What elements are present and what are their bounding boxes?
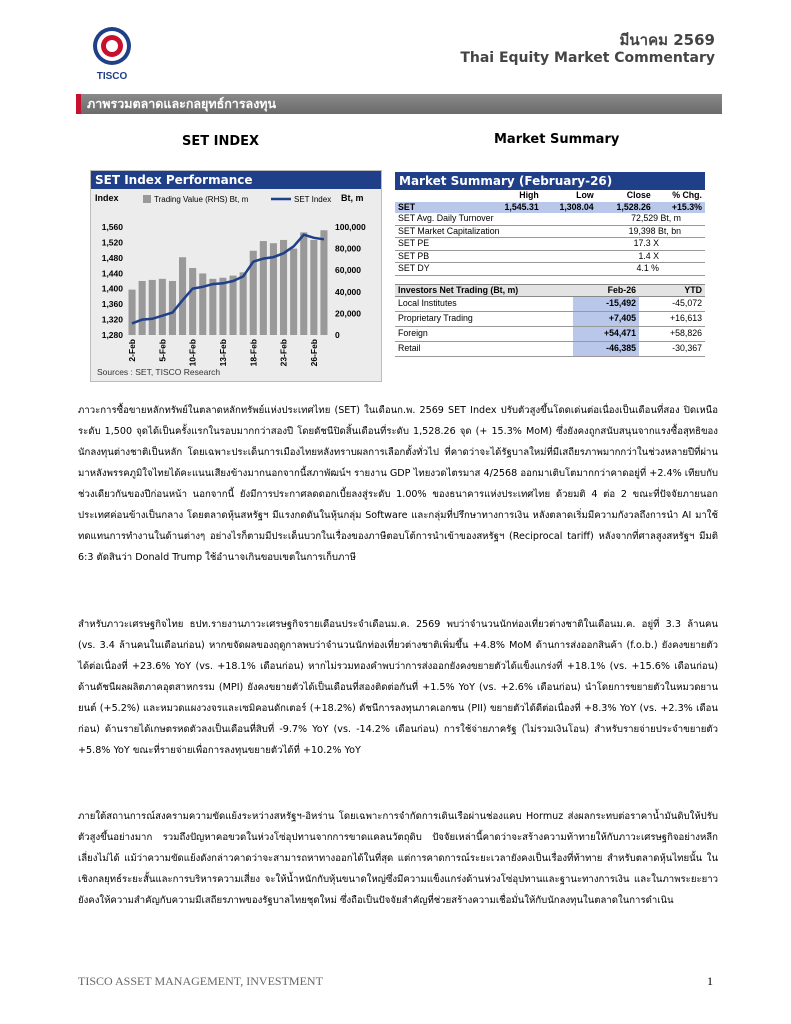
stat-label: SET Avg. Daily Turnover (395, 213, 542, 225)
left-column-title: SET INDEX (182, 134, 260, 149)
stat-value: 19,398 Bt, bn (597, 225, 705, 238)
left-tick-label: 1,480 (101, 252, 123, 263)
trading-value-bar (149, 280, 156, 335)
col-chg: % Chg. (672, 190, 702, 200)
col-high: High (519, 190, 539, 200)
page-number: 1 (707, 974, 713, 988)
investor-row (395, 342, 705, 357)
set-chg: +15.3% (654, 202, 705, 214)
investor-row (395, 312, 705, 327)
market-summary-panel (395, 172, 705, 357)
set-index-chart (90, 170, 382, 382)
stat-value: 1.4 X (597, 250, 705, 263)
set-low: 1,308.04 (542, 202, 597, 214)
trading-value-bar (129, 290, 136, 335)
footer-company: TISCO ASSET MANAGEMENT, INVESTMENT (78, 974, 323, 988)
stat-label: SET DY (395, 263, 542, 276)
investor-row (395, 327, 705, 342)
stat-label: SET Market Capitalization (395, 225, 542, 238)
stat-row (395, 263, 705, 276)
investor-ytd: +16,613 (639, 312, 705, 327)
trading-value-bar (189, 268, 196, 335)
report-month: มีนาคม 2569 (619, 31, 715, 49)
stat-value: 72,529 Bt, m (597, 213, 705, 225)
x-tick-label: 18-Feb (248, 339, 259, 367)
investor-month: -15,492 (573, 297, 639, 312)
trading-value-bar (139, 281, 146, 335)
investor-ytd: -45,072 (639, 297, 705, 312)
col-ytd: YTD (639, 284, 705, 297)
investor-month: +54,471 (573, 327, 639, 342)
stat-value: 17.3 X (597, 238, 705, 251)
x-tick-label: 26-Feb (308, 339, 319, 367)
left-tick-label: 1,400 (101, 283, 123, 294)
trading-value-bar (159, 279, 166, 335)
svg-text:TISCO: TISCO (96, 71, 128, 82)
left-tick-label: 1,280 (101, 330, 123, 340)
left-tick-label: 1,520 (101, 237, 123, 248)
trading-value-bar (310, 240, 317, 335)
investors-title: Investors Net Trading (Bt, m) (395, 284, 573, 297)
trading-value-bar (230, 276, 237, 335)
commentary-paragraph-3: ภายใต้สถานการณ์สงครามความขัดแย้งระหว่างสหรัฐฯ-อิหร่าน โดยเฉพาะการจำกัดการเดินเรือผ่านช่องแคบ Hormuz ส่งผลกระทบต่อราคาน้ำมันดิบให้ปรับตัวสูงขึ้นอย่างมาก รวมถึงปัญหาคอขวดในห่วงโซ่อุปทานจากการขาดแคลนวัตถุดิบ ปัจจัยเหล่านี้คาดว่าจะสร้างความท้าทายให้กับภาวะเศรษฐกิจอย่างหลีกเลี่ยงไม่ได้ แม้ว่าความขัดแย้งดังกล่าวคาดว่าจะสามารถหาทางออกได้ในที่สุด แต่การคาดการณ์ระยะเวลายังคงเป็นเรื่องที่ท้าทาย สำหรับตลาดหุ้นไทยนั้น ในเชิงกลยุทธ์ระยะสั้นและการบริหารความเสี่ยง จะให้น้ำหนักกับหุ้นขนาดใหญ่ซึ่งมีความแข็งแกร่งด้านห่วงโซ่อุปทานและฐานะทางการเงิน และในภาพระยะยาวยังคงให้ความสำคัญกับความมีเสถียรภาพของรัฐบาลไทยชุดใหม่ ซึ่งถือเป็นปัจจัยสำคัญที่ช่วยสร้างความเชื่อมั่นให้กับนักลงทุนในตลาดในการดำเนิน (78, 811, 718, 906)
legend-label-bars: Trading Value (RHS) Bt, m (154, 195, 249, 204)
trading-value-bar (300, 232, 307, 335)
x-tick-label: 13-Feb (217, 339, 228, 367)
col-close: Close (626, 190, 651, 200)
market-summary-table (395, 190, 705, 276)
set-high: 1,545.31 (449, 202, 542, 214)
right-tick-label: 0 (335, 330, 340, 340)
trading-value-bar (320, 230, 327, 335)
chart-plot (91, 189, 381, 379)
legend-swatch-bars (143, 195, 151, 203)
summary-header-row (395, 190, 705, 202)
col-low: Low (576, 190, 594, 200)
legend-label-line: SET Index (294, 195, 332, 204)
section-header (76, 94, 722, 114)
investor-label: Foreign (395, 327, 573, 342)
set-row (395, 202, 705, 214)
right-column-title: Market Summary (494, 132, 620, 147)
right-tick-label: 20,000 (335, 308, 361, 319)
x-tick-label: 2-Feb (127, 339, 138, 362)
tisco-logo (88, 24, 136, 84)
right-axis-label: Bt, m (341, 193, 364, 203)
report-title: Thai Equity Market Commentary (460, 50, 715, 66)
investor-row (395, 297, 705, 312)
right-tick-label: 80,000 (335, 243, 361, 254)
stat-label: SET PB (395, 250, 542, 263)
market-summary-title: Market Summary (February-26) (395, 172, 705, 190)
investor-month: -46,385 (573, 342, 639, 357)
trading-value-bar (290, 249, 297, 335)
right-tick-label: 60,000 (335, 265, 361, 276)
x-tick-label: 10-Feb (187, 339, 198, 367)
stat-row (395, 213, 705, 225)
left-tick-label: 1,440 (101, 268, 123, 279)
left-tick-label: 1,320 (101, 314, 123, 325)
trading-value-bar (209, 279, 216, 335)
x-tick-label: 23-Feb (278, 339, 289, 367)
investor-label: Proprietary Trading (395, 312, 573, 327)
investor-month: +7,405 (573, 312, 639, 327)
investors-header (395, 284, 705, 297)
stat-label: SET PE (395, 238, 542, 251)
left-tick-label: 1,560 (101, 222, 123, 232)
set-close: 1,528.26 (597, 202, 654, 214)
left-tick-label: 1,360 (101, 299, 123, 310)
left-axis-label: Index (95, 193, 119, 203)
commentary-paragraph-1: ภาวะการซื้อขายหลักทรัพย์ในตลาดหลักทรัพย์แห่งประเทศไทย (SET) ในเดือนก.พ. 2569 SET Index ปรับตัวสูงขึ้นโดดเด่นต่อเนื่องเป็นเดือนที่สอง ปิดเหนือระดับ 1,500 จุดได้เป็นครั้งแรกในรอบมากกว่าสองปี โดยดัชนีปิดสิ้นเดือนที่ระดับ 1,528.26 จุด (+ 15.3% MoM) ซึ่งยังคงถูกสนับสนุนจากแรงซื้อสุทธิของนักลงทุนต่างชาติเป็นหลัก โดยเฉพาะประเด็นการเมืองไทยหลังทราบผลการเลือกตั้งทั่วไป ที่คาดว่าจะได้รัฐบาลใหม่ที่มีเสถียรภาพมากกว่าในช่วงหลายปีที่ผ่านมาหลังพรรคภูมิใจไทยได้คะแนนเสียงข้างมากนอกจากนี้สภาพัฒน์ฯ รายงาน GDP ไทยงวดไตรมาส 4/2568 ออกมาเติบโตมากกว่าคาดอยู่ที่ +2.4% เทียบกับช่วงเดียวกันของปีก่อนหน้า นอกจากนี้ ยังมีการประกาศลดดอกเบี้ยลงสู่ระดับ 1.00% ของธนาคารแห่งประเทศไทย ด้วยมติ 4 ต่อ 2 ขณะที่ปัจจัยภายนอกประเทศค่อนข้างเป็นกลาง โดยตลาดหุ้นสหรัฐฯ มีแรงกดดันในหุ้นกลุ่ม Software และกลุ่มที่ปรึกษาทางการเงิน หลังตลาดเริ่มมีความกังวลถึงการนำ AI มาใช้ทดแทนการทำงานในด้านต่างๆ อย่างไรก็ตามมีประเด็นบวกในเรื่องของภาษีตอบโต้การนำเข้าของสหรัฐฯ (Reciprocal tariff) หลังจากที่ศาลสูงสหรัฐฯ มีมติ 6:3 ตัดสินว่า Donald Trump ใช้อำนาจเกินขอบเขตในการเก็บภาษี (78, 405, 718, 563)
stat-row (395, 225, 705, 238)
commentary-paragraph-2: สำหรับภาวะเศรษฐกิจไทย ธปท.รายงานภาวะเศรษฐกิจรายเดือนประจำเดือนม.ค. 2569 พบว่าจำนวนนักท่องเที่ยวต่างชาติในเดือนม.ค. อยู่ที่ 3.3 ล้านคน (vs. 3.4 ล้านคนในเดือนก่อน) หากขจัดผลของฤดูกาลพบว่าจำนวนนักท่องเที่ยวต่างชาติเพิ่มขึ้น +4.8% MoM ด้านการส่งออกสินค้า (f.o.b.) ยังคงขยายตัวได้ต่อเนื่องที่ +23.6% YoY (vs. +18.1% เดือนก่อน) หากไม่รวมทองคำพบว่าการส่งออกยังคงขยายตัวได้แข็งแกร่งที่ +18.1% (vs. +15.6% เดือนก่อน) ด้านดัชนีผลผลิตภาคอุตสาหกรรม (MPI) ยังคงขยายตัวได้เป็นเดือนที่สองติดต่อกันที่ +1.5% YoY (vs. +2.6% เดือนก่อน) นำโดยการขยายตัวในหมวดยานยนต์ (+5.2%) และหมวดแผงวงจรและเซมิคอนดักเตอร์ (+18.2%) ดัชนีการลงทุนภาคเอกชน (PII) ขยายตัวได้ดีต่อเนื่องที่ +8.3% YoY (vs. +2.3% เดือนก่อน) ด้านรายได้เกษตรหดตัวลงเป็นเดือนที่สิบที่ -9.7% YoY (vs. -14.2% เดือนก่อน) การใช้จ่ายภาครัฐ (ไม่รวมเงินโอน) สำหรับรายจ่ายประจำขยายตัว +5.8% YoY ขณะที่รายจ่ายเพื่อการลงทุนขยายตัวได้ที่ +10.2% YoY (78, 619, 718, 756)
stat-row (395, 238, 705, 251)
set-label: SET (395, 202, 449, 214)
trading-value-bar (219, 278, 226, 335)
investor-ytd: +58,826 (639, 327, 705, 342)
chart-title: SET Index Performance (91, 171, 381, 189)
investors-table (395, 284, 705, 358)
investor-label: Local Institutes (395, 297, 573, 312)
trading-value-bar (260, 241, 267, 335)
trading-value-bar (240, 272, 247, 335)
trading-value-bar (199, 273, 206, 335)
investor-ytd: -30,367 (639, 342, 705, 357)
section-title: ภาพรวมตลาดและกลยุทธ์การลงทุน (87, 96, 277, 111)
investor-label: Retail (395, 342, 573, 357)
right-tick-label: 100,000 (335, 222, 366, 232)
right-tick-label: 40,000 (335, 286, 361, 297)
x-tick-label: 5-Feb (157, 339, 168, 362)
stat-row (395, 250, 705, 263)
chart-source: Sources : SET, TISCO Research (97, 367, 221, 377)
stat-value: 4.1 % (597, 263, 705, 276)
col-feb: Feb-26 (573, 284, 639, 297)
